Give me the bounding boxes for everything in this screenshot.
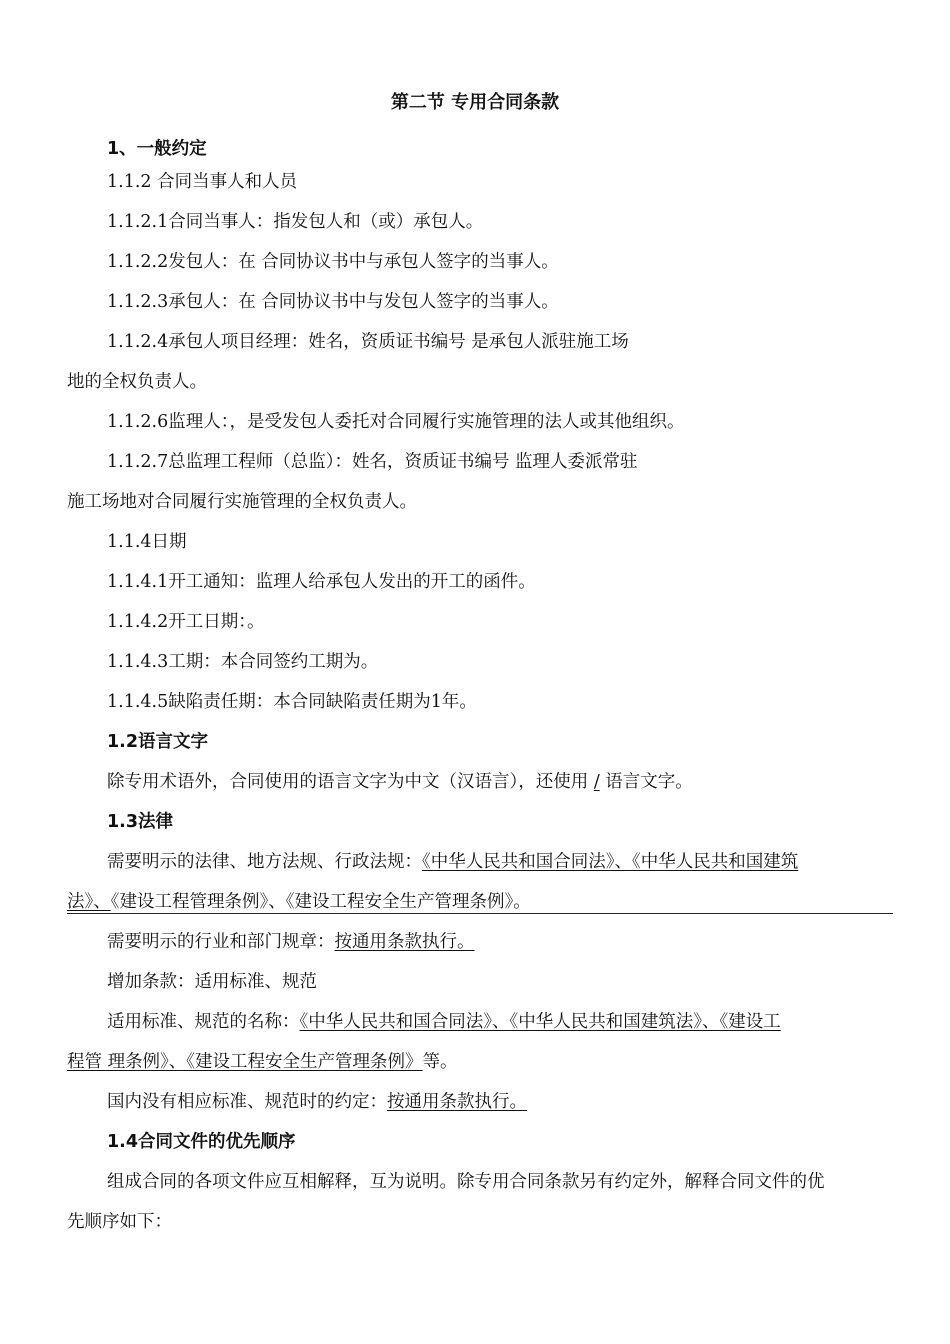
clause-1-1-2: 1.1.2 合同当事人和人员 bbox=[107, 172, 298, 192]
horizontal-rule bbox=[67, 913, 893, 914]
laws-clause-rest: 《建设工程管理条例》、《建设工程安全生产管理条例》。 bbox=[110, 892, 531, 912]
section-title: 第二节 专用合同条款 bbox=[390, 92, 560, 113]
precedence-paragraph: 组成合同的各项文件应互相解释，互为说明。除专用合同条款另有约定外，解释合同文件的优 bbox=[107, 1172, 825, 1192]
language-clause-post: 语言文字。 bbox=[599, 772, 693, 792]
laws-clause bbox=[107, 850, 798, 874]
clause-1-1-2-3: 1.1.2.3承包人：在 合同协议书中与发包人签字的当事人。 bbox=[107, 292, 559, 312]
clause-1-1-4: 1.1.4日期 bbox=[107, 532, 187, 552]
heading-language: 1.2语言文字 bbox=[107, 732, 209, 752]
language-clause bbox=[107, 770, 693, 794]
standards-clause-label: 适用标准、规范的名称： bbox=[107, 1012, 300, 1032]
precedence-paragraph-cont: 先顺序如下： bbox=[67, 1212, 172, 1232]
heading-general-provisions: 1、一般约定 bbox=[107, 139, 207, 159]
language-clause-field: / bbox=[593, 772, 600, 792]
clause-1-1-2-7-cont: 施工场地对合同履行实施管理的全权负责人。 bbox=[67, 492, 417, 512]
regulations-clause-field: 按通用条款执行。 bbox=[334, 932, 475, 952]
clause-1-1-2-4: 1.1.2.4承包人项目经理：姓名，资质证书编号 是承包人派驻施工场 bbox=[107, 332, 629, 352]
no-standard-clause-label: 国内没有相应标准、规范时的约定： bbox=[107, 1092, 387, 1112]
standards-clause-field: 《中华人民共和国合同法》、《中华人民共和国建筑法》、《建设工 bbox=[299, 1012, 781, 1032]
clause-1-1-4-3: 1.1.4.3工期：本合同签约工期为。 bbox=[107, 652, 379, 672]
additional-clause: 增加条款：适用标准、规范 bbox=[107, 972, 317, 992]
clause-1-1-2-7: 1.1.2.7总监理工程师（总监）：姓名，资质证书编号 监理人委派常驻 bbox=[107, 452, 638, 472]
language-clause-pre: 除专用术语外，合同使用的语言文字为中文（汉语言），还使用 bbox=[107, 772, 594, 792]
standards-clause-field-cont: 程管 理条例》、《建设工程安全生产管理条例》 bbox=[67, 1052, 423, 1072]
laws-clause-field-cont: 法》、 bbox=[67, 892, 111, 912]
regulations-clause-label: 需要明示的行业和部门规章： bbox=[107, 932, 335, 952]
clause-1-1-2-6: 1.1.2.6监理人：，是受发包人委托对合同履行实施管理的法人或其他组织。 bbox=[107, 412, 685, 432]
standards-clause-cont bbox=[67, 1050, 458, 1074]
laws-clause-cont bbox=[67, 890, 531, 914]
clause-1-1-2-4-cont: 地的全权负责人。 bbox=[67, 372, 207, 392]
clause-1-1-2-2: 1.1.2.2发包人：在 合同协议书中与承包人签字的当事人。 bbox=[107, 252, 559, 272]
standards-clause bbox=[107, 1010, 781, 1034]
no-standard-clause-field: 按通用条款执行。 bbox=[387, 1092, 527, 1112]
clause-1-1-2-1: 1.1.2.1合同当事人：指发包人和（或）承包人。 bbox=[107, 212, 484, 232]
no-standard-clause bbox=[107, 1090, 527, 1114]
laws-clause-label: 需要明示的法律、地方法规、行政法规： bbox=[107, 852, 422, 872]
clause-1-1-4-1: 1.1.4.1开工通知：监理人给承包人发出的开工的函件。 bbox=[107, 572, 536, 592]
clause-1-1-4-2: 1.1.4.2开工日期：。 bbox=[107, 612, 265, 632]
laws-clause-field: 《中华人民共和国合同法》、《中华人民共和国建筑 bbox=[422, 852, 799, 872]
regulations-clause bbox=[107, 930, 475, 954]
heading-precedence: 1.4合同文件的优先顺序 bbox=[107, 1132, 296, 1152]
clause-1-1-4-5: 1.1.4.5缺陷责任期：本合同缺陷责任期为1年。 bbox=[107, 692, 477, 712]
standards-clause-rest: 等。 bbox=[422, 1052, 458, 1072]
heading-law: 1.3法律 bbox=[107, 812, 174, 832]
